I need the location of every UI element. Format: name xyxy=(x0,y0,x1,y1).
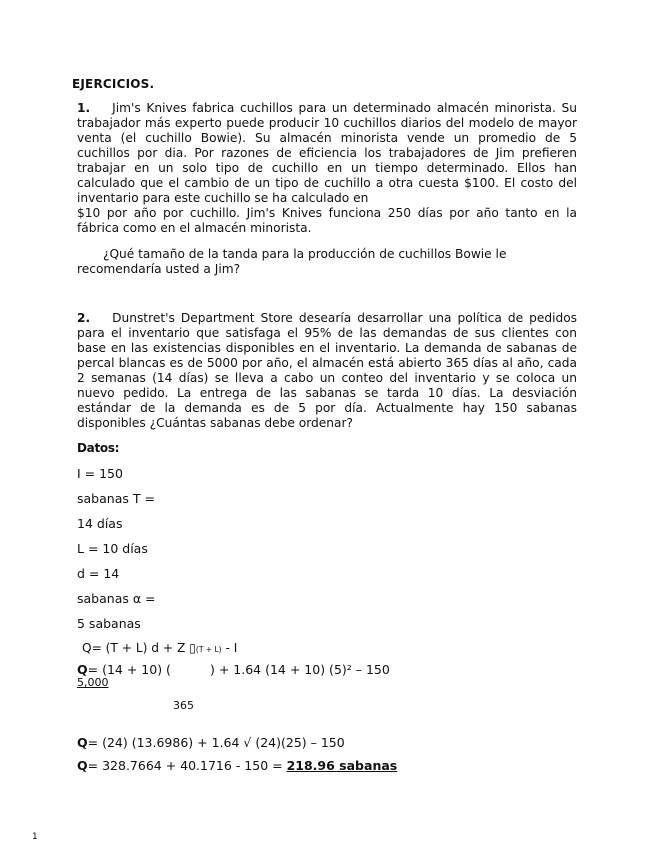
datos-line: L = 10 días xyxy=(77,541,148,556)
calc-line-2 xyxy=(77,735,345,750)
formula-line xyxy=(82,641,237,655)
page-number: 1 xyxy=(32,832,38,842)
exercise-2-number: 2. xyxy=(77,311,91,325)
datos-line: d = 14 xyxy=(77,566,120,581)
exercise-1-number: 1. xyxy=(77,101,91,115)
datos-line: 5 sabanas xyxy=(77,616,141,631)
datos-line: I = 150 xyxy=(77,466,123,481)
formula-tail: - I xyxy=(221,641,238,655)
calc-line-2-text: = (24) (13.6986) + 1.64 √ (24)(25) – 150 xyxy=(87,735,345,750)
exercise-1-text xyxy=(77,101,577,236)
datos-label: Datos: xyxy=(77,441,120,455)
fraction-denominator: 365 xyxy=(173,699,194,712)
q-label: Q xyxy=(77,735,88,750)
fraction-numerator: 5,000 xyxy=(77,676,109,689)
page-heading: EJERCICIOS. xyxy=(72,77,155,91)
exercise-2-body: Dunstret's Department Store desearía desarrollar una política de pedidos para el inventario que satisfaga el 95% de las demandas de sus clientes con base en las existencias disponibles en el inventario. La demanda de sabanas de percal blancas es de 5000 por año, el almacén está abierto 365 días al año, cada 2 semanas (14 días) se lleva a cabo un conteo del inventario y se coloca un nuevo pedido. La entrega de las sabanas se tarda 10 días. La desviación estándar de la demanda es de 5 por día. Actualmente hay 150 sabanas disponibles ¿Cuántas sabanas debe ordenar? xyxy=(77,311,577,430)
q-label: Q xyxy=(77,758,88,773)
calc-line-1-b: ) + 1.64 (14 + 10) (5)² – 150 xyxy=(210,662,390,677)
calc-line-3-text: = 328.7664 + 40.1716 - 150 = xyxy=(87,758,287,773)
datos-line: sabanas α = xyxy=(77,591,156,606)
formula-main: Q= (T + L) d + Z xyxy=(82,641,190,655)
calc-line-3 xyxy=(77,758,397,773)
final-result: 218.96 sabanas xyxy=(286,758,398,773)
datos-line: 14 días xyxy=(77,516,123,531)
calc-line-1 xyxy=(77,662,171,677)
calc-line-1-a: = (14 + 10) ( xyxy=(87,662,171,677)
exercise-1-body-2: $10 por año por cuchillo. Jim's Knives funciona 250 días por año tanto en la fábrica como en el almacén minorista. xyxy=(77,206,577,235)
formula-subscript: (T + L) xyxy=(195,645,222,654)
exercise-1-question: ¿Qué tamaño de la tanda para la producción de cuchillos Bowie le recomendaría usted a Jim? xyxy=(77,247,507,276)
q-label: Q xyxy=(77,662,88,677)
datos-line: sabanas T = xyxy=(77,491,155,506)
formula-box: ▯ xyxy=(189,641,196,655)
exercise-2-text xyxy=(77,311,577,431)
exercise-1-body: Jim's Knives fabrica cuchillos para un determinado almacén minorista. Su trabajador más experto puede producir 10 cuchillos diarios del modelo de mayor venta (el cuchillo Bowie). Su almacén minorista vende un promedio de 5 cuchillos por dia. Por razones de eficiencia los trabajadores de Jim prefieren trabajar en un solo tipo de cuchillo en un tiempo determinado. Ellos han calculado que el cambio de un tipo de cuchillo a otra cuesta $100. El costo del inventario para este cuchillo se ha calculado en xyxy=(77,101,577,205)
